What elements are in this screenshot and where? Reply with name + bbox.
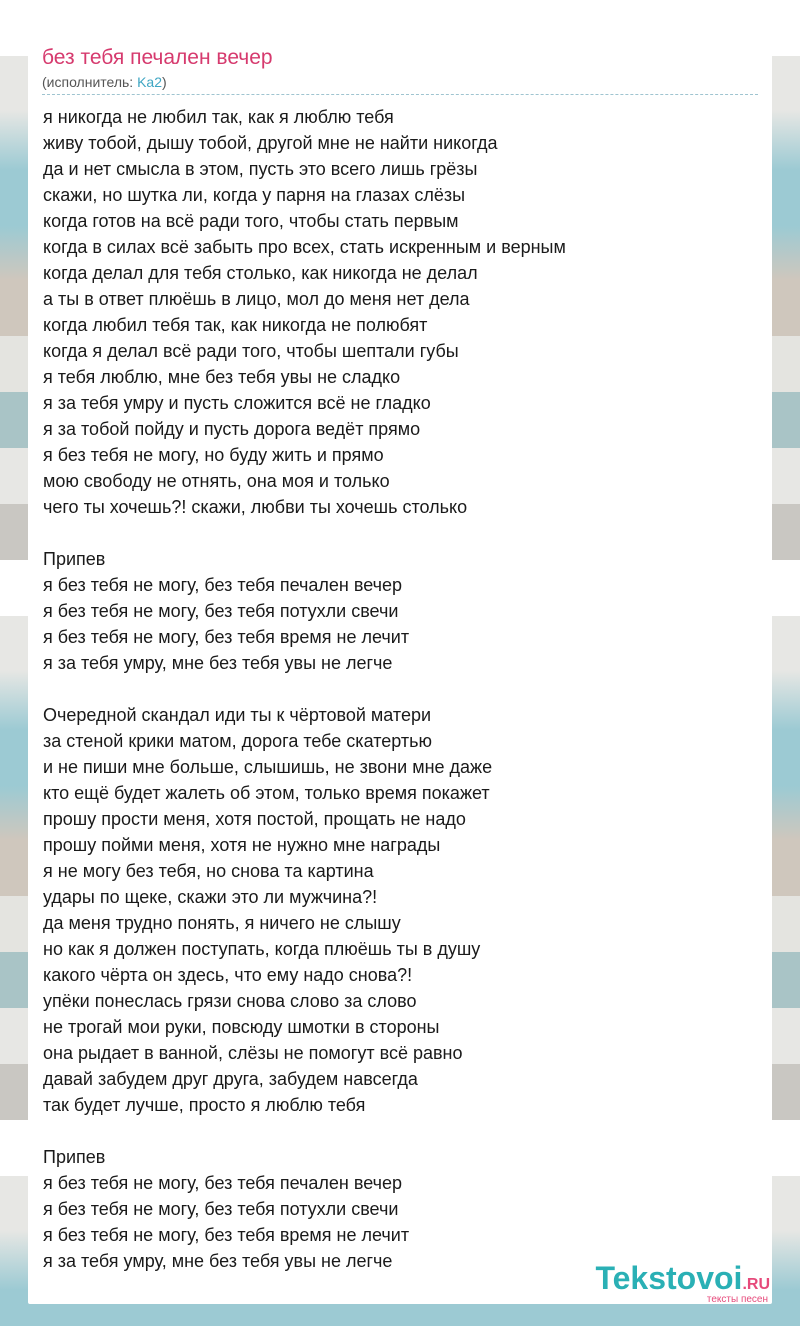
lyric-line: я без тебя не могу, без тебя потухли свечи <box>43 601 399 621</box>
lyric-line: я за тебя умру и пусть сложится всё не гладко <box>43 393 431 413</box>
lyric-line: да меня трудно понять, я ничего не слышу <box>43 913 401 933</box>
lyrics-stanza <box>43 104 763 520</box>
logo-brand: Tekstovoi <box>595 1260 743 1296</box>
lyric-line: когда в силах всё забыть про всех, стать искренным и верным <box>43 237 566 257</box>
lyric-line: она рыдает в ванной, слёзы не помогут всё равно <box>43 1043 463 1063</box>
lyric-line: а ты в ответ плюёшь в лицо, мол до меня нет дела <box>43 289 470 309</box>
lyric-line: я никогда не любил так, как я люблю тебя <box>43 107 394 127</box>
lyric-line: не трогай мои руки, повсюду шмотки в стороны <box>43 1017 440 1037</box>
lyric-line: когда я делал всё ради того, чтобы шептали губы <box>43 341 459 361</box>
lyric-line: я не могу без тебя, но снова та картина <box>43 861 374 881</box>
logo-tagline: тексты песен <box>706 1294 768 1305</box>
song-title: без тебя печален вечер <box>42 46 273 69</box>
lyric-line: я за тебя умру, мне без тебя увы не легче <box>43 1251 393 1271</box>
lyric-line: какого чёрта он здесь, что ему надо снова?! <box>43 965 413 985</box>
lyric-line: я без тебя не могу, без тебя время не лечит <box>43 627 410 647</box>
site-logo[interactable] <box>595 1260 770 1305</box>
title-divider <box>42 94 758 95</box>
lyric-line: кто ещё будет жалеть об этом, только время покажет <box>43 783 490 803</box>
lyric-line: я без тебя не могу, без тебя потухли свечи <box>43 1199 399 1219</box>
lyric-line: и не пиши мне больше, слышишь, не звони мне даже <box>43 757 493 777</box>
lyrics-stanza <box>43 546 763 676</box>
lyric-line: Припев <box>43 549 106 569</box>
lyric-line: прошу пойми меня, хотя не нужно мне награды <box>43 835 441 855</box>
lyric-line: Очередной скандал иди ты к чёртовой матери <box>43 705 432 725</box>
lyric-line: я тебя люблю, мне без тебя увы не сладко <box>43 367 401 387</box>
lyrics-stanza <box>43 1144 763 1274</box>
byline-prefix: (исполнитель: <box>42 74 138 90</box>
lyric-line: живу тобой, дышу тобой, другой мне не найти никогда <box>43 133 498 153</box>
artist-byline <box>42 73 167 91</box>
lyric-line: давай забудем друг друга, забудем навсегда <box>43 1069 418 1089</box>
lyric-line: да и нет смысла в этом, пусть это всего лишь грёзы <box>43 159 478 179</box>
lyric-line: я без тебя не могу, без тебя печален вечер <box>43 1173 403 1193</box>
lyric-line: прошу прости меня, хотя постой, прощать не надо <box>43 809 466 829</box>
lyric-line: так будет лучше, просто я люблю тебя <box>43 1095 366 1115</box>
lyric-line: скажи, но шутка ли, когда у парня на глазах слёзы <box>43 185 466 205</box>
artist-link[interactable]: Ka2 <box>137 74 163 90</box>
lyric-line: когда любил тебя так, как никогда не полюбят <box>43 315 428 335</box>
lyric-line: я за тобой пойду и пусть дорога ведёт прямо <box>43 419 421 439</box>
lyrics-body <box>43 104 763 1300</box>
lyric-line: удары по щеке, скажи это ли мужчина?! <box>43 887 378 907</box>
lyric-line: я за тебя умру, мне без тебя увы не легче <box>43 653 393 673</box>
lyrics-stanza <box>43 702 763 1118</box>
lyric-line: когда готов на всё ради того, чтобы стать первым <box>43 211 459 231</box>
lyric-line: я без тебя не могу, без тебя печален вечер <box>43 575 403 595</box>
lyric-line: упёки понеслась грязи снова слово за слово <box>43 991 417 1011</box>
lyric-line: когда делал для тебя столько, как никогда не делал <box>43 263 478 283</box>
lyric-line: мою свободу не отнять, она моя и только <box>43 471 390 491</box>
lyric-line: Припев <box>43 1147 106 1167</box>
lyric-line: я без тебя не могу, но буду жить и прямо <box>43 445 384 465</box>
lyrics-card <box>28 28 772 1304</box>
lyric-line: но как я должен поступать, когда плюёшь ты в душу <box>43 939 481 959</box>
lyric-line: за стеной крики матом, дорога тебе скатертью <box>43 731 432 751</box>
byline-suffix: ) <box>162 74 167 90</box>
lyric-line: чего ты хочешь?! скажи, любви ты хочешь столько <box>43 497 468 517</box>
logo-tld: .RU <box>742 1276 770 1293</box>
lyric-line: я без тебя не могу, без тебя время не лечит <box>43 1225 410 1245</box>
